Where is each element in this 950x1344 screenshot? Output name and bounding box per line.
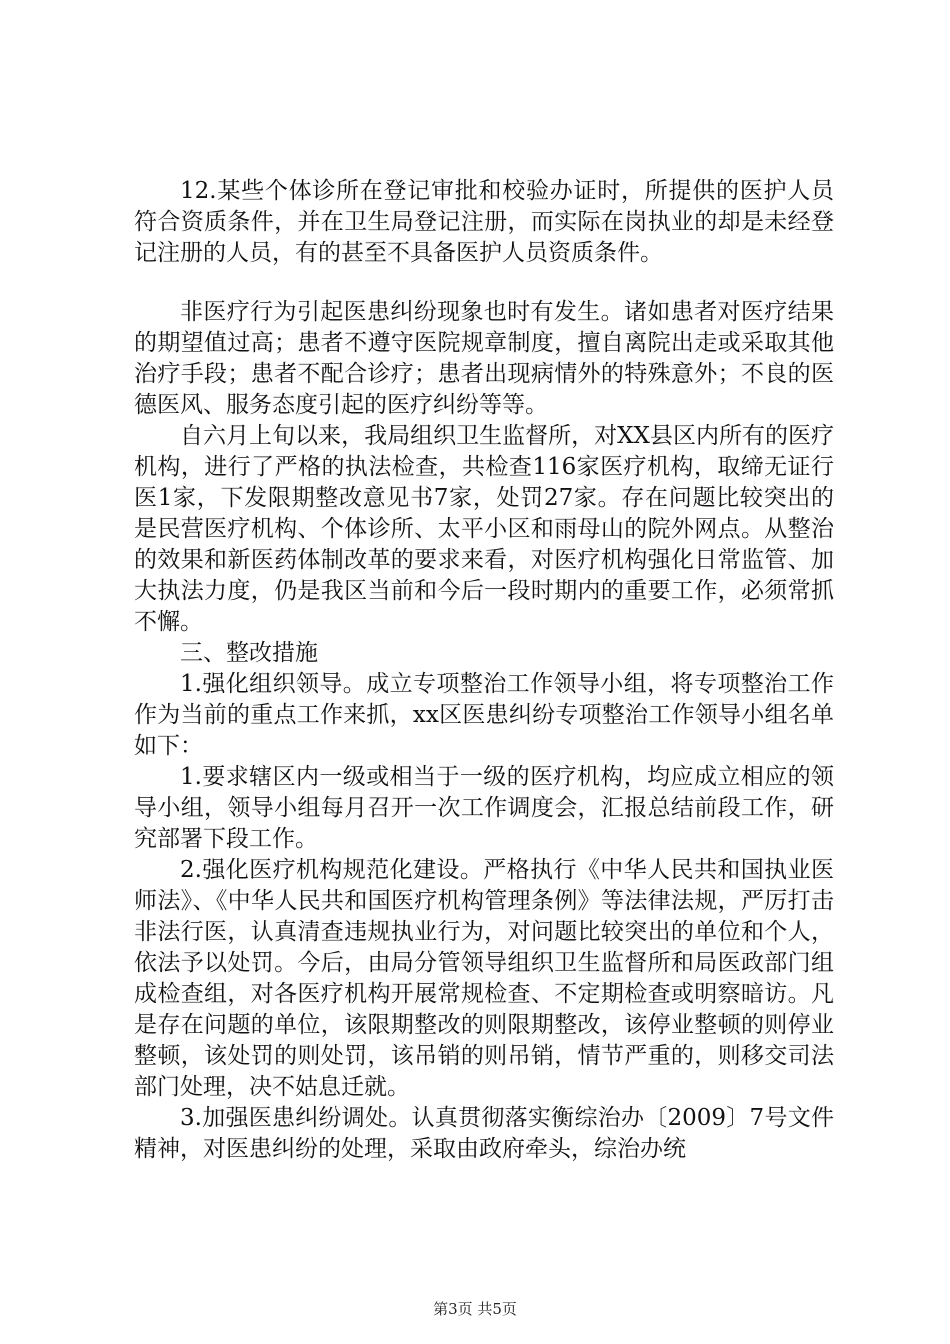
- paragraph-5: 1.要求辖区内一级或相当于一级的医疗机构，均应成立相应的领导小组，领导小组每月召开一次工作调度会，汇报总结前段工作，研究部署下段工作。: [134, 764, 834, 852]
- paragraph-4: 1.强化组织领导。成立专项整治工作领导小组，将专项整治工作作为当前的重点工作来抓，xx区医患纠纷专项整治工作领导小组名单如下：: [134, 671, 834, 759]
- paragraph-3: 自六月上旬以来，我局组织卫生监督所，对XX县区内所有的医疗机构，进行了严格的执法检查，共检查116家医疗机构，取缔无证行医1家，下发限期整改意见书7家，处罚27家。存在问题比较突出的是民营医疗机构、个体诊所、太平小区和雨母山的院外网点。从整治的效果和新医药体制改革的要求来看，对医疗机构强化日常监管、加大执法力度，仍是我区当前和今后一段时期内的重要工作，必须常抓不懈。: [134, 423, 834, 635]
- paragraph-7: 3.加强医患纠纷调处。认真贯彻落实衡综治办〔2009〕7号文件精神，对医患纠纷的处理，采取由政府牵头，综治办统: [134, 1105, 834, 1162]
- page-footer: 第3页 共5页: [433, 1300, 517, 1318]
- paragraph-2: 非医疗行为引起医患纠纷现象也时有发生。诸如患者对医疗结果的期望值过高；患者不遵守医院规章制度，擅自离院出走或采取其他治疗手段；患者不配合诊疗；患者出现病情外的特殊意外；不良的医德医风、服务态度引起的医疗纠纷等等。: [134, 299, 834, 418]
- section-heading: 三、整改措施: [180, 640, 318, 666]
- paragraph-6: 2.强化医疗机构规范化建设。严格执行《中华人民共和国执业医师法》、《中华人民共和国医疗机构管理条例》等法律法规，严厉打击非法行医，认真清查违规执业行为，对问题比较突出的单位和个人，依法予以处罚。今后，由局分管领导组织卫生监督所和局医政部门组成检查组，对各医疗机构开展常规检查、不定期检查或明察暗访。凡是存在问题的单位，该限期整改的则限期整改，该停业整顿的则停业整顿，该处罚的则处罚，该吊销的则吊销，情节严重的，则移交司法部门处理，决不姑息迁就。: [134, 857, 834, 1100]
- document-body: [134, 176, 834, 1165]
- paragraph-1: 12.某些个体诊所在登记审批和校验办证时，所提供的医护人员符合资质条件，并在卫生局登记注册，而实际在岗执业的却是未经登记注册的人员，有的甚至不具备医护人员资质条件。: [134, 178, 834, 266]
